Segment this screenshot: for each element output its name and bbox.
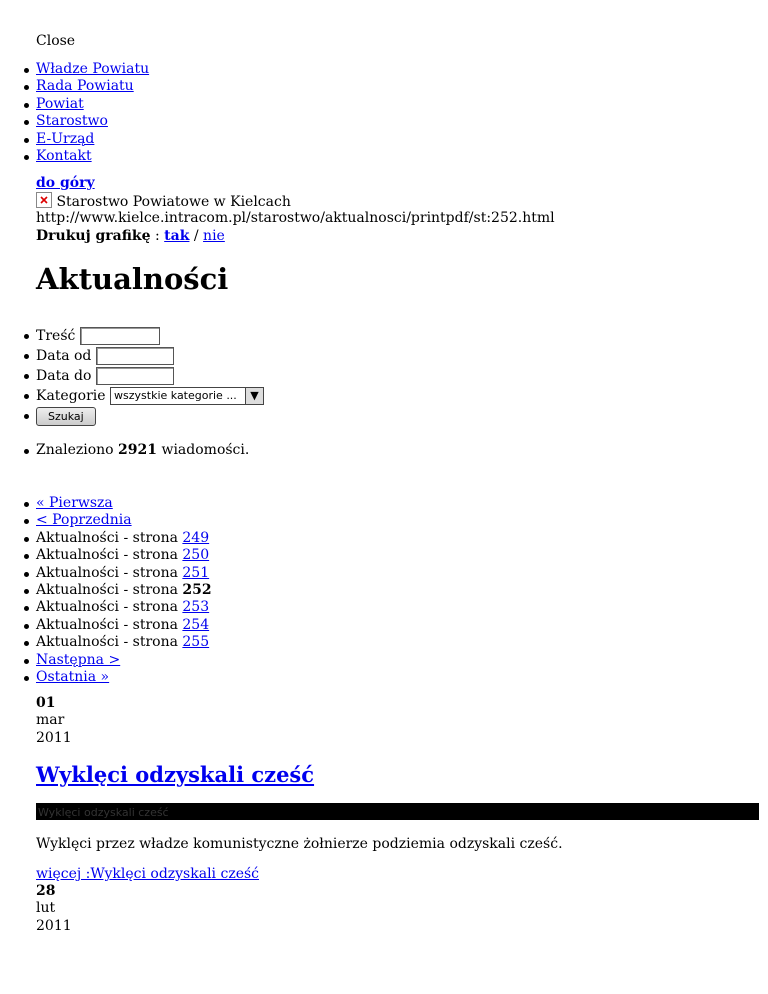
page-prefix: Aktualności - strona <box>36 634 178 651</box>
prev-page-link[interactable]: < Poprzednia <box>36 512 132 529</box>
nav-link-eurzad[interactable]: E-Urząd <box>36 130 95 147</box>
page-link[interactable]: 254 <box>182 616 210 633</box>
pagination-item <box>0 565 212 582</box>
search-form <box>0 327 264 427</box>
page-prefix: Aktualności - strona <box>36 581 178 598</box>
results-count <box>0 442 249 459</box>
chevron-down-icon[interactable]: ▼ <box>245 388 263 404</box>
first-page-link[interactable]: « Pierwsza <box>36 495 113 511</box>
page-link[interactable]: 255 <box>182 634 210 651</box>
category-select[interactable] <box>110 387 264 405</box>
read-more-link[interactable]: więcej :Wyklęci odzyskali cześć <box>36 866 260 882</box>
page-prefix: Aktualności - strona <box>36 564 178 581</box>
next-page-link[interactable]: Następna > <box>36 651 121 668</box>
search-row <box>0 327 264 347</box>
article-summary: Wyklęci przez władze komunistyczne żołnierze podziemia odzyskali cześć. <box>36 836 563 852</box>
print-no-link[interactable]: nie <box>203 228 225 244</box>
pagination <box>0 495 212 686</box>
pagination-item <box>0 669 212 686</box>
nav-item <box>0 131 149 148</box>
page-prefix: Aktualności - strona <box>36 599 178 616</box>
content-label: Treść <box>36 328 76 344</box>
nav-link-wladze[interactable]: Władze Powiatu <box>36 61 150 77</box>
article-date <box>36 883 72 935</box>
site-name: Starostwo Powiatowe w Kielcach <box>56 194 291 210</box>
page-link[interactable]: 251 <box>182 564 210 581</box>
main-nav <box>0 61 149 165</box>
article-image[interactable] <box>36 803 759 820</box>
nav-item <box>0 113 149 130</box>
date-day: 28 <box>36 883 56 899</box>
date-month: lut <box>36 900 56 917</box>
print-options <box>36 228 225 245</box>
close-button[interactable]: Close <box>36 33 76 49</box>
current-page: 252 <box>182 581 212 598</box>
nav-item <box>0 148 149 165</box>
pagination-item <box>0 599 212 616</box>
back-to-top-link[interactable]: do góry <box>36 175 95 191</box>
nav-item <box>0 78 149 95</box>
page-prefix: Aktualności - strona <box>36 529 178 546</box>
date-month: mar <box>36 712 65 729</box>
date-from-input[interactable] <box>96 347 174 365</box>
content-input[interactable] <box>80 327 160 345</box>
pagination-item <box>0 617 212 634</box>
print-label: Drukuj grafikę <box>36 228 151 244</box>
date-year: 2011 <box>36 917 72 934</box>
nav-link-kontakt[interactable]: Kontakt <box>36 147 92 164</box>
page-prefix: Aktualności - strona <box>36 547 178 564</box>
page-prefix: Aktualności - strona <box>36 616 178 633</box>
pagination-item <box>0 652 212 669</box>
page-link[interactable]: 249 <box>182 529 210 546</box>
results-suffix: wiadomości. <box>161 442 250 458</box>
results-info <box>0 442 249 459</box>
search-row <box>0 367 264 387</box>
results-prefix: Znaleziono <box>36 442 114 458</box>
nav-link-starostwo[interactable]: Starostwo <box>36 113 108 130</box>
pagination-item <box>0 634 212 651</box>
date-year: 2011 <box>36 729 72 746</box>
nav-item <box>0 61 149 78</box>
nav-link-powiat[interactable]: Powiat <box>36 95 84 112</box>
page-link[interactable]: 253 <box>182 599 210 616</box>
search-row <box>0 407 264 427</box>
date-to-label: Data do <box>36 368 92 384</box>
pagination-item <box>0 495 212 512</box>
pagination-item <box>0 547 212 564</box>
pagination-item <box>0 530 212 547</box>
last-page-link[interactable]: Ostatnia » <box>36 668 110 685</box>
nav-item <box>0 96 149 113</box>
pagination-item <box>0 582 212 599</box>
search-row <box>0 387 264 407</box>
article-date <box>36 695 72 747</box>
date-to-input[interactable] <box>96 367 174 385</box>
article-image-alt: Wyklęci odzyskali cześć <box>38 806 169 819</box>
article-title <box>36 762 314 788</box>
results-number: 2921 <box>118 442 158 458</box>
print-sep: : <box>150 228 165 244</box>
category-value: wszystkie kategorie ... <box>114 389 237 403</box>
search-row <box>0 347 264 367</box>
page-link[interactable]: 250 <box>182 547 210 564</box>
pagination-item <box>0 512 212 529</box>
search-button[interactable]: Szukaj <box>36 407 96 426</box>
page-url: http://www.kielce.intracom.pl/starostwo/aktualnosci/printpdf/st:252.html <box>36 210 555 226</box>
date-from-label: Data od <box>36 348 92 364</box>
article-title-link[interactable]: Wyklęci odzyskali cześć <box>36 762 315 787</box>
page-title: Aktualności <box>36 262 229 296</box>
nav-link-rada[interactable]: Rada Powiatu <box>36 78 134 95</box>
print-sep: / <box>189 228 204 244</box>
date-day: 01 <box>36 695 56 711</box>
broken-image-icon <box>36 192 52 208</box>
category-label: Kategorie <box>36 388 106 404</box>
site-header <box>36 192 291 211</box>
print-yes-link[interactable]: tak <box>164 228 190 244</box>
